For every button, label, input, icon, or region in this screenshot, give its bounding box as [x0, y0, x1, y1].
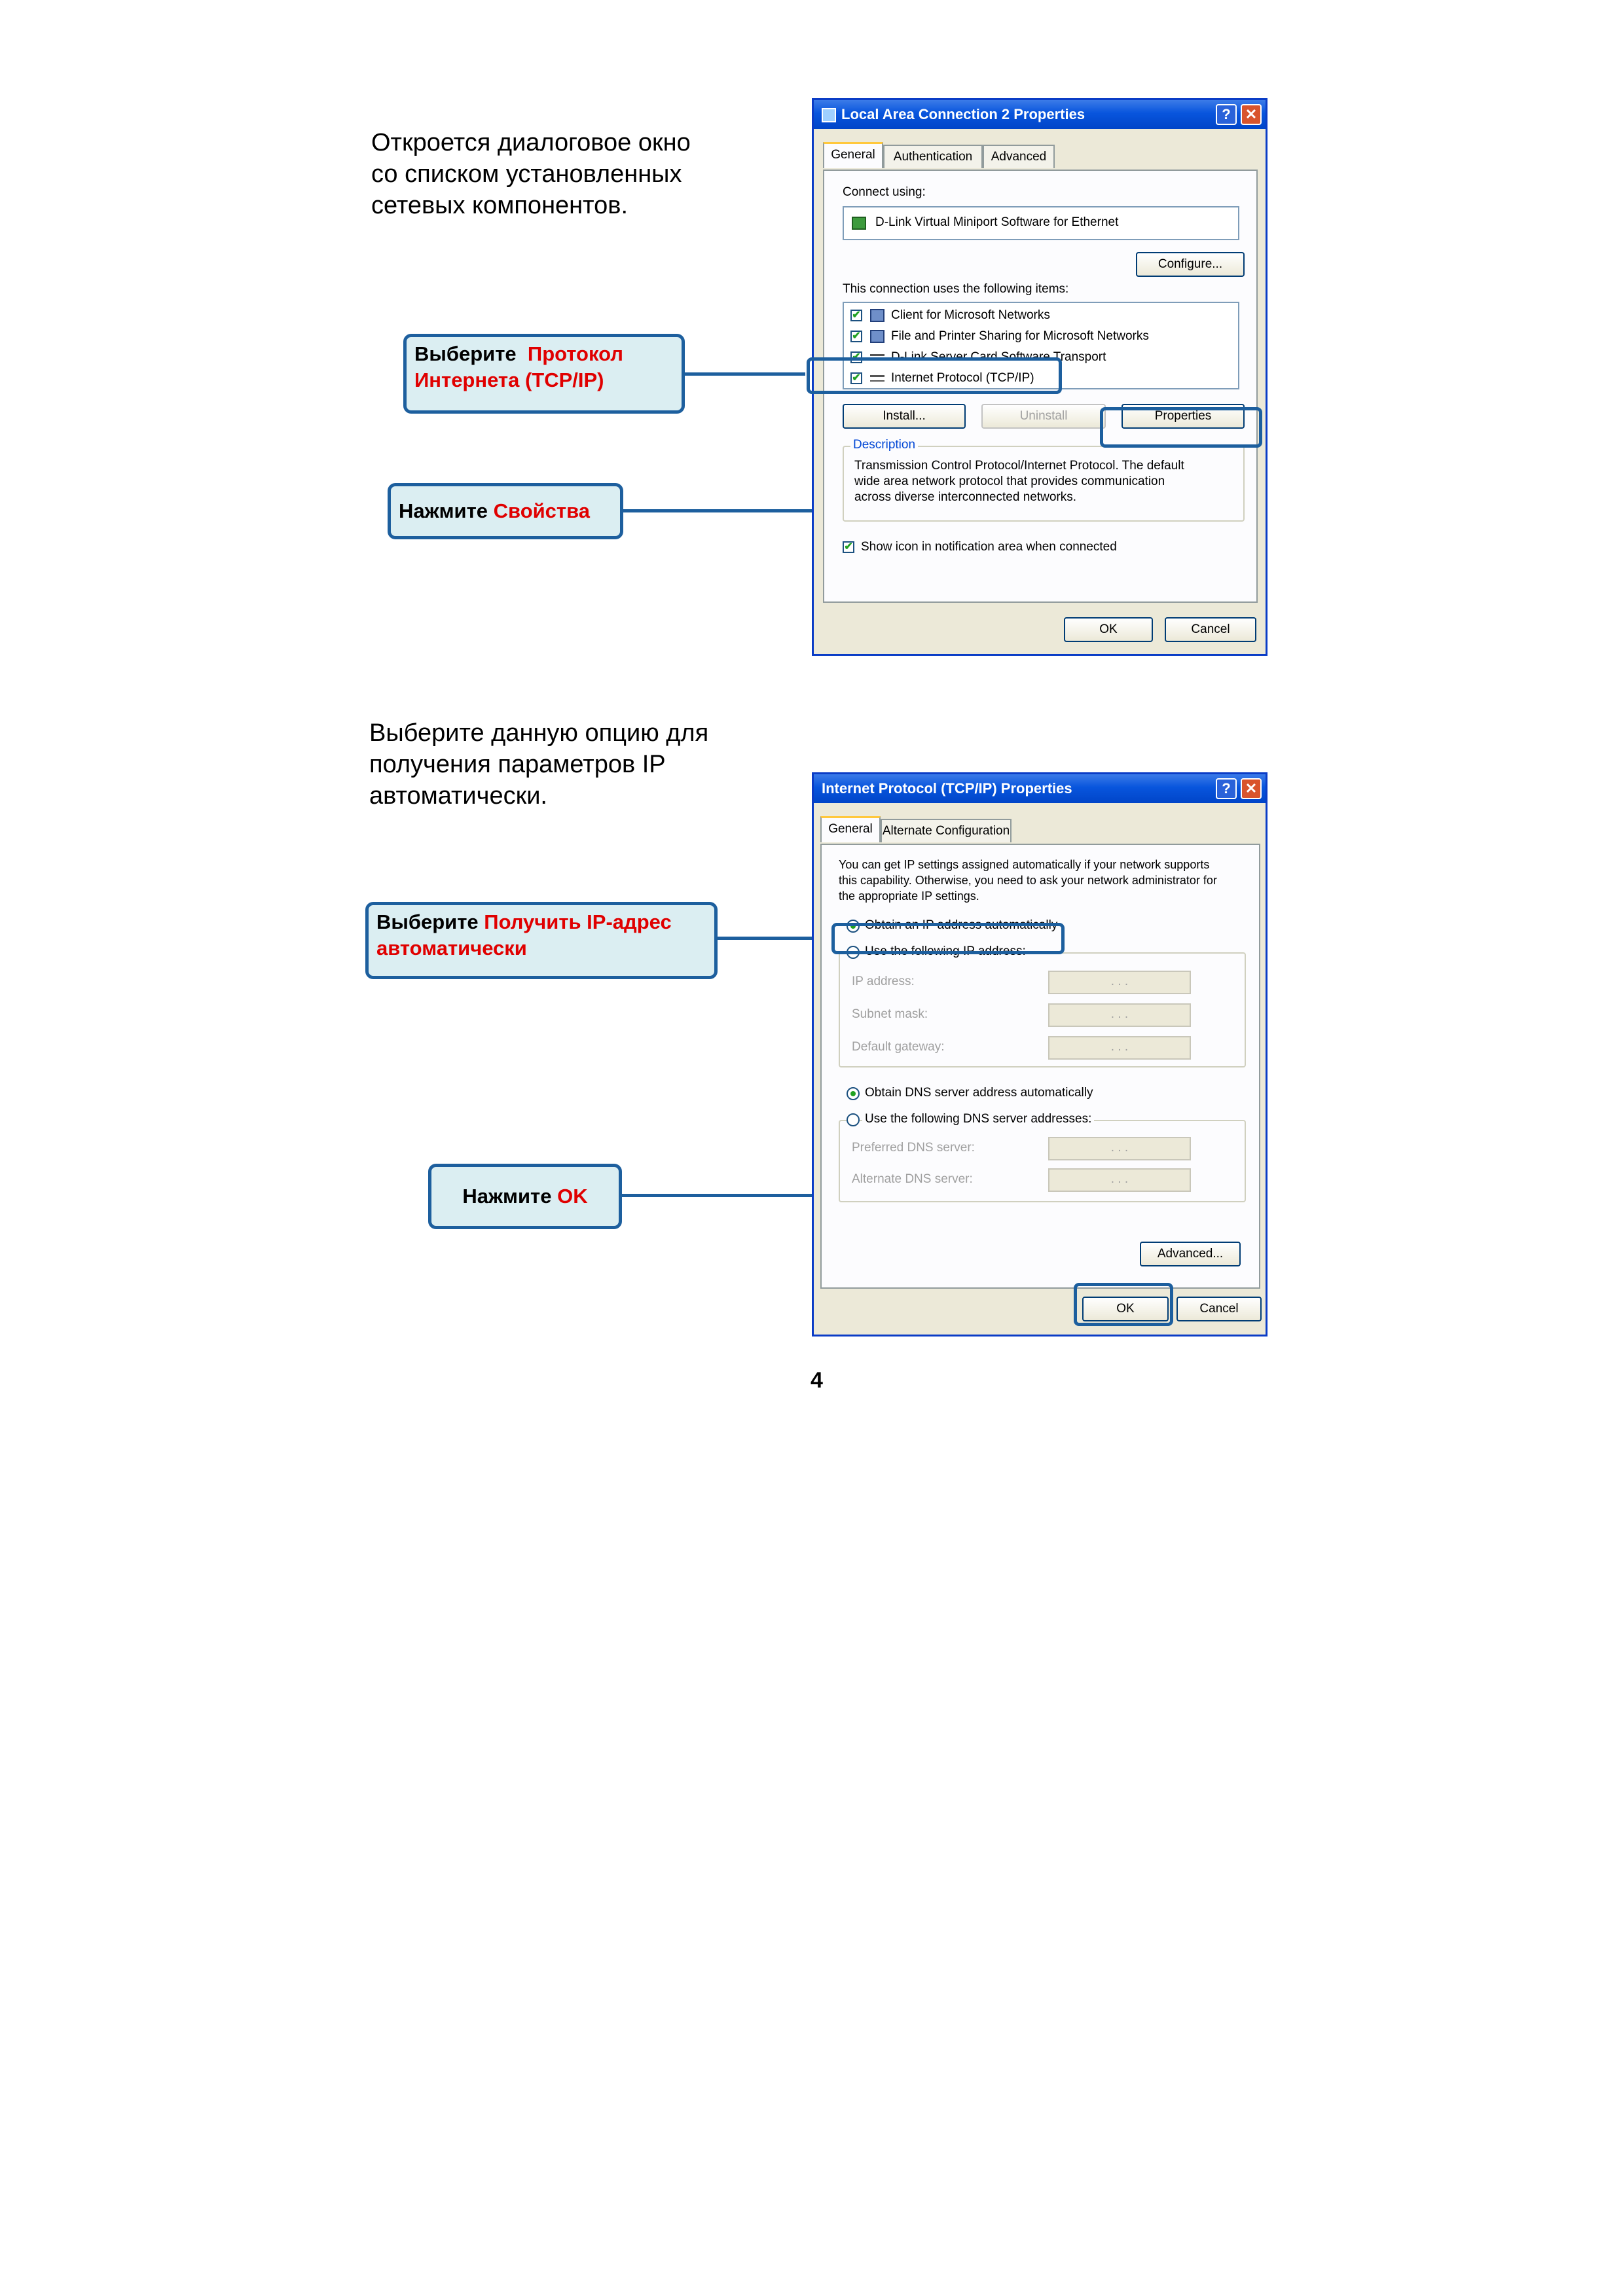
connect-using-label: Connect using: — [843, 185, 926, 199]
intro-line: сетевых компонентов. — [371, 192, 629, 219]
description-line: across diverse interconnected networks. — [854, 490, 1076, 504]
info-line: the appropriate IP settings. — [839, 889, 979, 903]
list-item[interactable] — [850, 328, 1230, 348]
checkbox[interactable]: ✔ — [850, 351, 862, 363]
adapter-field — [843, 206, 1239, 240]
ip-address-label: IP address: — [852, 975, 915, 988]
callout-select-tcpip: Выберите Протокол Интернета (TCP/IP) — [403, 334, 685, 414]
description-line: wide area network protocol that provides communication — [854, 475, 1165, 488]
highlight-tcpip-item — [807, 357, 1062, 394]
item-label: D-Link Server Card Software Transport — [891, 350, 1106, 364]
network-adapter-icon — [852, 217, 866, 230]
show-icon-checkbox[interactable]: ✔ — [843, 541, 854, 553]
tab-general[interactable]: General — [820, 816, 881, 842]
item-label: Client for Microsoft Networks — [891, 308, 1050, 322]
tab-authentication[interactable]: Authentication — [883, 145, 983, 168]
connector-line — [685, 372, 805, 376]
default-gateway-field[interactable]: . . . — [1048, 1036, 1191, 1060]
help-icon[interactable]: ? — [1216, 104, 1237, 125]
printer-sharing-icon — [870, 330, 884, 343]
properties-button[interactable]: Properties — [1122, 404, 1245, 429]
dialog-title: Internet Protocol (TCP/IP) Properties — [822, 780, 1072, 797]
checkbox[interactable]: ✔ — [850, 331, 862, 342]
preferred-dns-label: Preferred DNS server: — [852, 1141, 975, 1155]
close-icon[interactable]: ✕ — [1241, 778, 1262, 799]
item-label: Internet Protocol (TCP/IP) — [891, 371, 1034, 385]
title-bar — [814, 774, 1266, 803]
subnet-mask-field[interactable]: . . . — [1048, 1003, 1191, 1027]
callout-click-ok: Нажмите OK — [428, 1164, 622, 1229]
advanced-button[interactable]: Advanced... — [1140, 1242, 1241, 1266]
highlight-ok-button — [1074, 1283, 1173, 1326]
close-icon[interactable]: ✕ — [1241, 104, 1262, 125]
description-line: Transmission Control Protocol/Internet Protocol. The default — [854, 459, 1184, 473]
obtain-ip-auto-label: Obtain an IP address automatically — [865, 918, 1058, 932]
checkbox[interactable]: ✔ — [850, 310, 862, 321]
description-label: Description — [850, 438, 918, 452]
info-line: You can get IP settings assigned automatically if your network supports — [839, 858, 1210, 871]
tcpip-properties-dialog — [812, 772, 1267, 1336]
intro-text-2 — [369, 717, 708, 812]
install-button[interactable]: Install... — [843, 404, 966, 429]
use-following-dns-radio[interactable] — [847, 1113, 860, 1126]
info-line: this capability. Otherwise, you need to ask your network administrator for — [839, 874, 1217, 887]
callout-select-obtain-ip: Выберите Получить IP-адрес автоматически — [365, 902, 718, 979]
obtain-dns-auto-radio[interactable] — [847, 1087, 860, 1100]
list-item[interactable] — [850, 307, 1230, 327]
highlight-properties-button — [1100, 407, 1262, 448]
preferred-dns-field[interactable]: . . . — [1048, 1137, 1191, 1160]
client-icon — [870, 309, 884, 322]
ok-button[interactable]: OK — [1082, 1297, 1169, 1321]
alternate-dns-field[interactable]: . . . — [1048, 1168, 1191, 1192]
ok-button[interactable]: OK — [1064, 617, 1153, 642]
items-label: This connection uses the following items: — [843, 282, 1069, 296]
dialog-title: Local Area Connection 2 Properties — [841, 106, 1085, 122]
tab-alternate-configuration[interactable]: Alternate Configuration — [881, 819, 1012, 842]
alternate-dns-label: Alternate DNS server: — [852, 1172, 973, 1186]
general-panel — [820, 844, 1260, 1289]
uninstall-button[interactable]: Uninstall — [981, 404, 1106, 429]
page-number: 4 — [811, 1368, 823, 1393]
default-gateway-label: Default gateway: — [852, 1040, 945, 1054]
highlight-obtain-ip-radio — [831, 923, 1065, 954]
intro-line: Выберите данную опцию для — [369, 719, 709, 747]
item-label: File and Printer Sharing for Microsoft Networks — [891, 329, 1149, 343]
help-icon[interactable]: ? — [1216, 778, 1237, 799]
callout-click-properties: Нажмите Свойства — [388, 483, 623, 539]
adapter-name: D-Link Virtual Miniport Software for Ethernet — [875, 215, 1119, 229]
intro-line: со списком установленных — [371, 160, 682, 188]
intro-line: автоматически. — [369, 782, 547, 810]
use-following-dns-label: Use the following DNS server addresses: — [862, 1112, 1094, 1126]
configure-button[interactable]: Configure... — [1136, 252, 1245, 277]
intro-line: Откроется диалоговое окно — [371, 129, 691, 156]
ip-address-field[interactable]: . . . — [1048, 971, 1191, 994]
subnet-mask-label: Subnet mask: — [852, 1007, 928, 1021]
title-bar — [814, 100, 1266, 129]
tab-advanced[interactable]: Advanced — [983, 145, 1055, 168]
cancel-button[interactable]: Cancel — [1165, 617, 1256, 642]
network-icon — [822, 108, 836, 122]
intro-text-1 — [371, 127, 691, 221]
show-icon-label: Show icon in notification area when connected — [861, 540, 1117, 554]
obtain-dns-auto-label: Obtain DNS server address automatically — [865, 1086, 1093, 1100]
tab-general[interactable]: General — [823, 142, 883, 168]
intro-line: получения параметров IP — [369, 751, 666, 778]
cancel-button[interactable]: Cancel — [1176, 1297, 1262, 1321]
checkbox[interactable]: ✔ — [850, 372, 862, 384]
use-following-ip-label: Use the following IP address: — [862, 944, 1029, 959]
